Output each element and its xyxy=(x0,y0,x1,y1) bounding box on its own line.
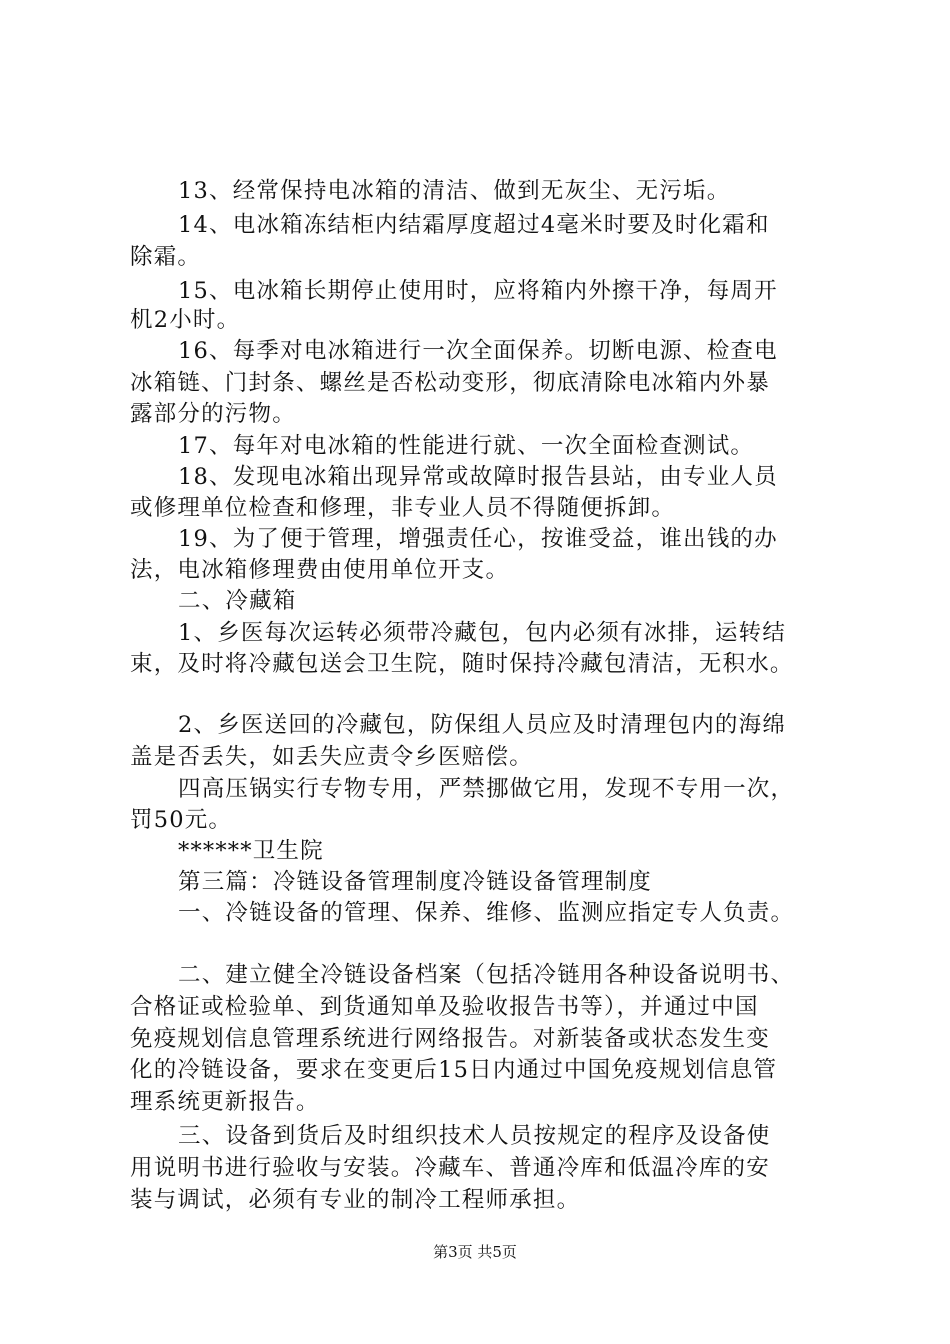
text-line: 免疫规划信息管理系统进行网络报告。对新装备或状态发生变 xyxy=(130,1026,770,1052)
text-line: 15、电冰箱长期停止使用时，应将箱内外擦干净，每周开 xyxy=(178,278,778,304)
text-line: 19、为了便于管理，增强责任心，按谁受益，谁出钱的办 xyxy=(178,526,778,552)
text-line: 化的冷链设备，要求在变更后15日内通过中国免疫规划信息管 xyxy=(130,1057,778,1083)
text-line: 罚50元。 xyxy=(130,807,233,833)
text-line: 1、乡医每次运转必须带冷藏包，包内必须有冰排，运转结 xyxy=(178,620,787,646)
text-line: 14、电冰箱冻结柜内结霜厚度超过4毫米时要及时化霜和 xyxy=(178,212,770,238)
text-line: 装与调试，必须有专业的制冷工程师承担。 xyxy=(130,1187,581,1213)
text-line: 盖是否丢失，如丢失应责令乡医赔偿。 xyxy=(130,744,533,770)
text-line: 束，及时将冷藏包送会卫生院，随时保持冷藏包清洁，无积水。 xyxy=(130,651,794,677)
text-line: 露部分的污物。 xyxy=(130,401,296,427)
text-line: 一、冷链设备的管理、保养、维修、监测应指定专人负责。 xyxy=(178,900,795,926)
text-line: 二、建立健全冷链设备档案（包括冷链用各种设备说明书、 xyxy=(178,962,795,988)
section-heading: 二、冷藏箱 xyxy=(178,588,297,614)
text-line: 四高压锅实行专物专用，严禁挪做它用，发现不专用一次， xyxy=(178,776,795,802)
chapter-title: 第三篇：冷链设备管理制度冷链设备管理制度 xyxy=(178,869,653,895)
text-line: 理系统更新报告。 xyxy=(130,1089,320,1115)
text-line: 16、每季对电冰箱进行一次全面保养。切断电源、检查电 xyxy=(178,338,778,364)
text-line: 或修理单位检查和修理，非专业人员不得随便拆卸。 xyxy=(130,495,676,521)
page-footer: 第3页 共5页 xyxy=(433,1243,517,1261)
text-line: 除霜。 xyxy=(130,244,202,270)
signature-line: ******卫生院 xyxy=(178,838,324,864)
text-line: 用说明书进行验收与安装。冷藏车、普通冷库和低温冷库的安 xyxy=(130,1155,770,1181)
text-line: 17、每年对电冰箱的性能进行就、一次全面检查测试。 xyxy=(178,433,755,459)
text-line: 18、发现电冰箱出现异常或故障时报告县站，由专业人员 xyxy=(178,464,778,490)
text-line: 机2小时。 xyxy=(130,307,241,333)
text-line: 冰箱链、门封条、螺丝是否松动变形，彻底清除电冰箱内外暴 xyxy=(130,370,770,396)
text-line: 2、乡医送回的冷藏包，防保组人员应及时清理包内的海绵 xyxy=(178,712,787,738)
text-line: 13、经常保持电冰箱的清洁、做到无灰尘、无污垢。 xyxy=(178,178,731,204)
text-line: 合格证或检验单、到货通知单及验收报告书等），并通过中国 xyxy=(130,994,759,1020)
text-line: 法，电冰箱修理费由使用单位开支。 xyxy=(130,557,510,583)
text-line: 三、设备到货后及时组织技术人员按规定的程序及设备使 xyxy=(178,1123,771,1149)
